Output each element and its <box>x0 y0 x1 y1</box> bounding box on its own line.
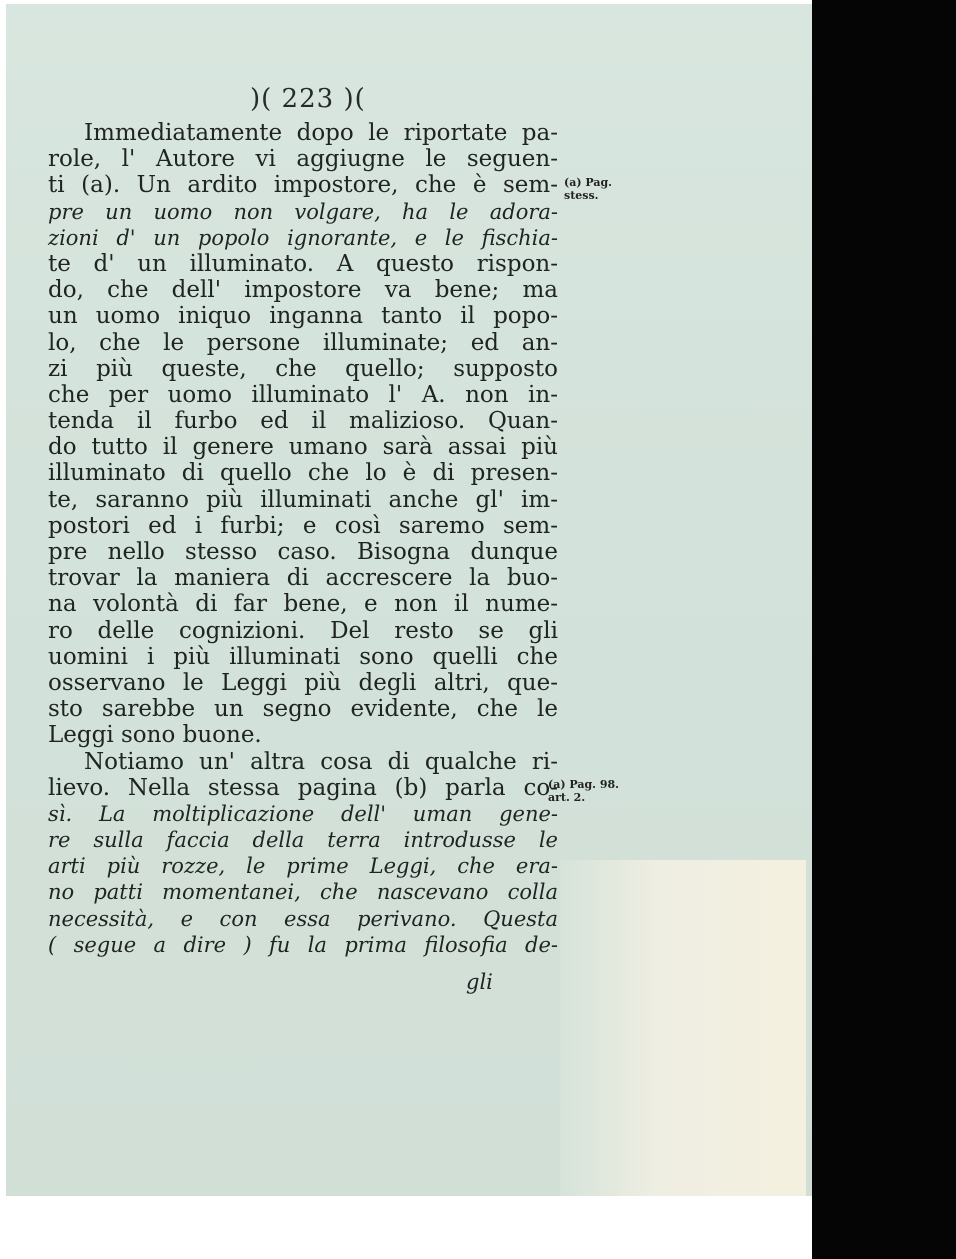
text-line: Leggi sono buone. <box>48 722 262 749</box>
text-line: sì. La moltiplicazione dell' uman gene- <box>48 801 558 826</box>
text-line: no patti momentanei, che nascevano colla <box>48 880 558 905</box>
catchword: gli <box>466 970 493 994</box>
text-line: uomini i più illuminati sono quelli che <box>48 643 558 670</box>
text-line: illuminato di quello che lo è di presen- <box>48 460 558 487</box>
text-line: sto sarebbe un segno evidente, che le <box>48 696 558 723</box>
scan-background-edge <box>812 0 956 1259</box>
text-line: postori ed i furbi; e così saremo sem- <box>48 512 558 539</box>
margin-note-b: (a) Pag. 98. art. 2. <box>548 778 619 804</box>
text-line: Immediatamente dopo le riportate pa- <box>84 120 558 146</box>
text-line: do tutto il genere umano sarà assai più <box>48 434 558 461</box>
text-line: che per uomo illuminato l' A. non in- <box>48 381 558 408</box>
paper-stain <box>560 860 806 1196</box>
text-line: necessità, e con essa perivano. Questa <box>48 906 558 931</box>
text-line: lo, che le persone illuminate; ed an- <box>48 329 558 356</box>
scan-bottom-margin <box>0 1196 812 1259</box>
text-line: re sulla faccia della terra introdusse le <box>48 828 558 853</box>
text-line: na volontà di far bene, e non il nume- <box>48 591 558 618</box>
text-line: pre nello stesso caso. Bisogna dunque <box>48 539 558 565</box>
text-line: te d' un illuminato. A questo rispon- <box>48 250 558 277</box>
text-line: zioni d' un popolo ignorante, e le fischia- <box>48 225 558 250</box>
text-line: un uomo iniquo inganna tanto il popo- <box>48 303 558 330</box>
margin-note-a: (a) Pag. stess. <box>564 176 612 202</box>
body-text <box>48 120 558 958</box>
text-line: trovar la maniera di accrescere la buo- <box>48 565 558 592</box>
text-line: pre un uomo non volgare, ha le adora- <box>48 199 558 224</box>
text-line: te, saranno più illuminati anche gl' im- <box>48 486 558 513</box>
text-line: do, che dell' impostore va bene; ma <box>48 277 558 304</box>
text-line: tenda il furbo ed il malizioso. Quan- <box>48 408 558 435</box>
text-line: lievo. Nella stessa pagina (b) parla co- <box>48 774 558 801</box>
page-number: )( 223 )( <box>250 84 366 114</box>
text-line: ti (a). Un ardito impostore, che è sem- <box>48 172 558 199</box>
text-line: role, l' Autore vi aggiugne le seguen- <box>48 146 558 173</box>
text-line: ro delle cognizioni. Del resto se gli <box>48 617 558 644</box>
text-line: zi più queste, che quello; supposto <box>48 355 558 382</box>
text-line: osservano le Leggi più degli altri, que- <box>48 669 558 696</box>
text-line: Notiamo un' altra cosa di qualche ri- <box>84 748 558 775</box>
text-line: ( segue a dire ) fu la prima filosofia de- <box>48 932 558 957</box>
text-line: arti più rozze, le prime Leggi, che era- <box>48 854 558 879</box>
